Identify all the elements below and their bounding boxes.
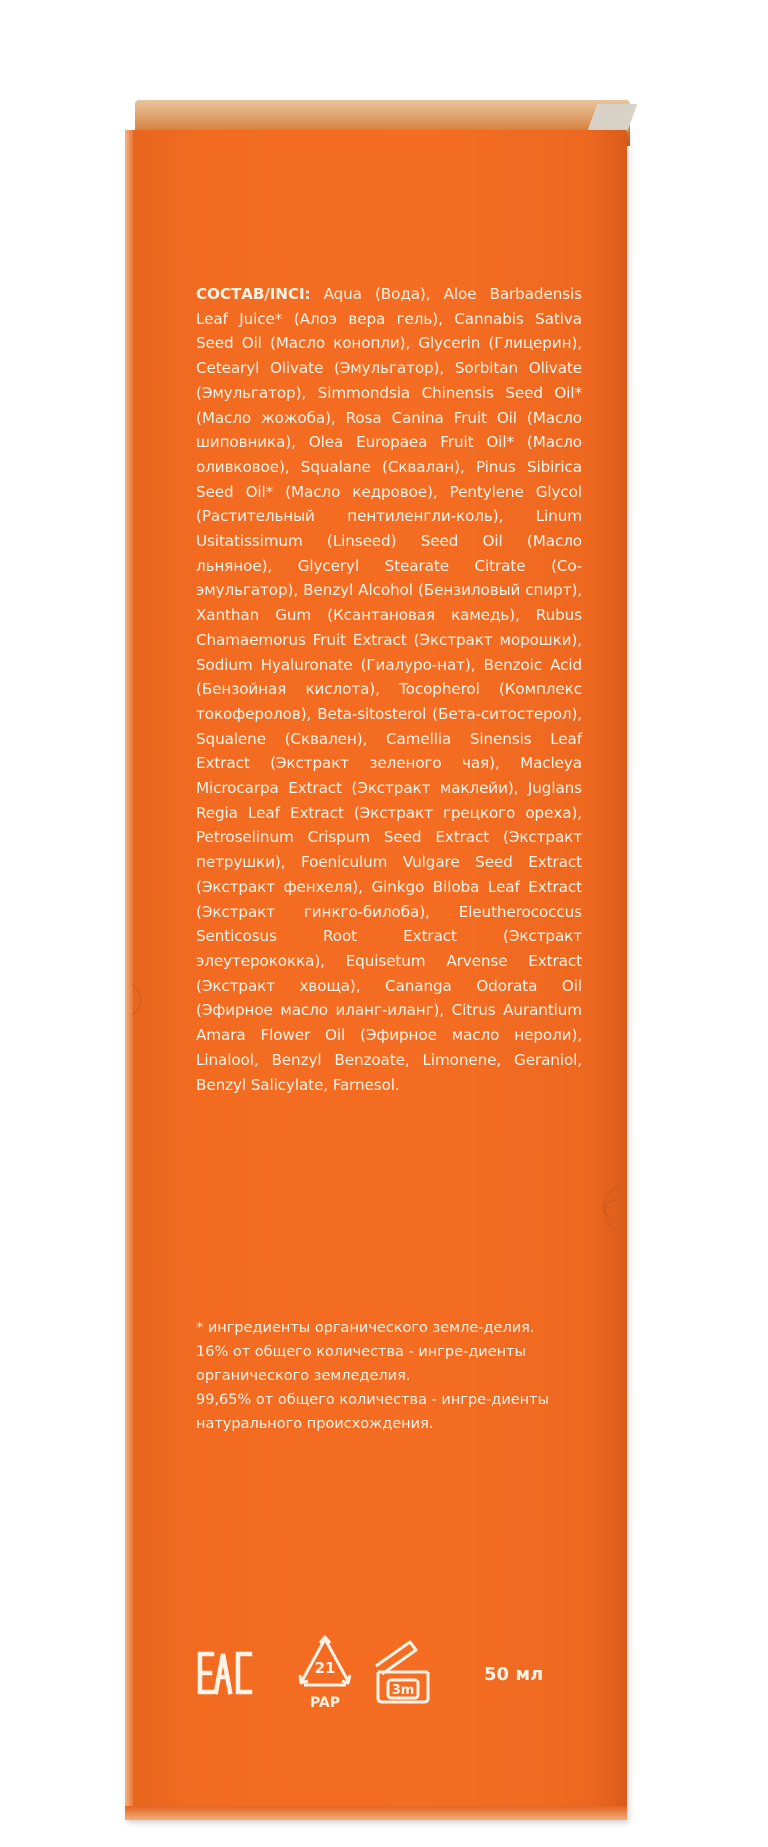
- organic-share-note: 16% от общего количества - ингре-диенты органического земледелия.: [196, 1344, 526, 1384]
- eac-certification-icon: [196, 1650, 254, 1696]
- recycling-icon: [290, 1633, 360, 1715]
- box-bottom-edge: [125, 1806, 627, 1820]
- ingredient-notes: [196, 1316, 596, 1436]
- recycle-code: PAP: [309, 1695, 341, 1711]
- ingredients-label: СОСТАВ/INCI:: [196, 285, 311, 303]
- ingredients-list: [196, 282, 582, 1097]
- pao-text: 3m: [391, 1683, 415, 1698]
- volume-label: 50 мл: [484, 1664, 544, 1685]
- decorative-flower-icon: [590, 1180, 630, 1240]
- open-jar-icon: [370, 1636, 442, 1706]
- recycle-number: 21: [314, 1659, 336, 1677]
- ingredients-text: Aqua (Вода), Aloe Barbadensis Leaf Juice* (Алоэ вера гель), Cannabis Sativa Seed Oil (Масло конопли), Glycerin (Глицерин), Cetearyl Olivate (Эмульгатор), Sorbitan Olivate (Эмульгатор), Simmondsia Chinensis Seed Oil* (Масло жожоба), Rosa Canina Fruit Oil (Масло шиповника), Olea Europaea Fruit Oil* (Масло оливковое), Squalane (Сквалан), Pinus Sibirica Seed Oil* (Масло кедровое), Pentylene Glycol (Растительный пентиленгли-коль), Linum Usitatissimum (Linseed) Seed Oil (Масло льняное), Glyceryl Stearate Citrate (Со-эмульгатор), Benzyl Alcohol (Бензиловый спирт), Xanthan Gum (Ксантановая камедь), Rubus Chamaemorus Fruit Extract (Экстракт морошки), Sodium Hyaluronate (Гиалуро-нат), Benzoic Acid (Бензойная кислота), Tocopherol (Комплекс токоферолов), Beta-sitosterol (Бета-ситостерол), Squalene (Сквален), Camellia Sinensis Leaf Extract (Экстракт зеленого чая), Macleya Microcarpa Extract (Экстракт маклейи), Juglans Regia Leaf Extract (Экстракт грецкого ореха), Petroselinum Crispum Seed Extract (Экстракт петрушки), Foeniculum Vulgare Seed Extract (Экстракт фенхеля), Ginkgo Biloba Leaf Extract (Экстракт гинкго-билоба), Eleutherococcus Senticosus Root Extract (Экстракт элеутерококка), Equisetum Arvense Extract (Экстракт хвоща), Cananga Odorata Oil (Эфирное масло иланг-иланг), Citrus Aurantium Amara Flower Oil (Эфирное масло нероли), Linalool, Benzyl Benzoate, Limonene, Geraniol, Benzyl Salicylate, Farnesol.: [196, 285, 582, 1094]
- eac-text: ЕАС: [196, 1650, 198, 1651]
- decorative-leaf-icon: [130, 980, 150, 1020]
- natural-share-note: 99,65% от общего количества - ингре-диенты натурального происхождения.: [196, 1392, 550, 1432]
- organic-footnote: * ингредиенты органического земле-делия.: [196, 1320, 535, 1336]
- box-left-edge: [125, 130, 133, 1820]
